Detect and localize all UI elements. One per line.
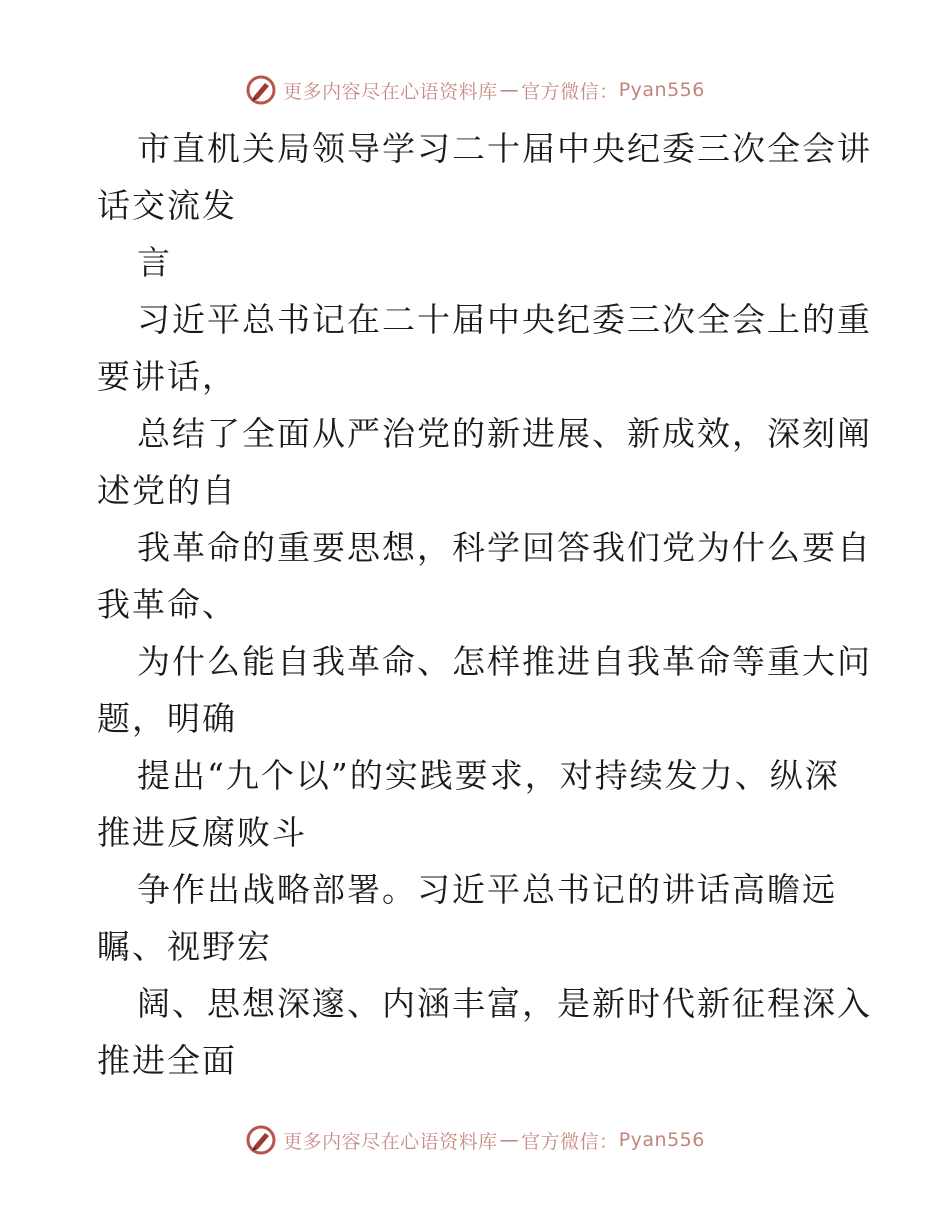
watermark-wechat-id: Pyan556 — [618, 79, 705, 101]
line-wrap-text: 瞩、视野宏 — [97, 927, 272, 966]
line-wrap-text: 话交流发 — [97, 186, 237, 225]
line-text: 提出“九个以”的实践要求，对持续发力、纵深 — [137, 756, 840, 795]
paragraph-line — [97, 861, 857, 975]
footer-watermark — [0, 1120, 950, 1160]
paragraph-line — [97, 291, 872, 405]
paragraph-line — [97, 120, 872, 234]
paragraph-line — [97, 633, 872, 747]
line-wrap-text: 我革命、 — [97, 585, 237, 624]
pen-logo-icon — [245, 1124, 277, 1156]
paragraph-line — [97, 234, 857, 291]
paragraph-line — [97, 519, 872, 633]
paragraph-line — [97, 975, 872, 1089]
line-wrap-text: 推进反腐败斗 — [97, 813, 307, 852]
line-wrap-text: 述党的自 — [97, 471, 237, 510]
watermark-separator: — — [499, 1129, 520, 1151]
document-body — [97, 120, 872, 1089]
line-text: 我革命的重要思想，科学回答我们党为什么要自 — [137, 528, 872, 567]
watermark-wechat-label: 官方微信： — [521, 1130, 619, 1153]
header-watermark — [0, 70, 950, 110]
line-text: 言 — [137, 243, 172, 282]
line-text: 阔、思想深邃、内涵丰富，是新时代新征程深入 — [137, 984, 872, 1023]
line-text: 总结了全面从严治党的新进展、新成效，深刻阐 — [137, 414, 872, 453]
watermark-brand: 更多内容尽在心语资料库 — [283, 80, 498, 103]
watermark-separator: — — [499, 79, 520, 101]
paragraph-line — [97, 405, 872, 519]
paragraph-line — [97, 747, 857, 861]
watermark-wechat-label: 官方微信： — [521, 80, 619, 103]
line-text: 争作出战略部署。习近平总书记的讲话高瞻远 — [137, 870, 837, 909]
line-wrap-text: 题，明确 — [97, 699, 237, 738]
line-wrap-text: 推进全面 — [97, 1041, 237, 1080]
line-text: 市直机关局领导学习二十届中央纪委三次全会讲 — [137, 129, 872, 168]
pen-logo-icon — [245, 74, 277, 106]
line-text: 习近平总书记在二十届中央纪委三次全会上的重 — [137, 300, 872, 339]
line-wrap-text: 要讲话， — [97, 357, 237, 396]
line-text: 为什么能自我革命、怎样推进自我革命等重大问 — [137, 642, 872, 681]
watermark-wechat-id: Pyan556 — [618, 1129, 705, 1151]
watermark-brand: 更多内容尽在心语资料库 — [283, 1130, 498, 1153]
